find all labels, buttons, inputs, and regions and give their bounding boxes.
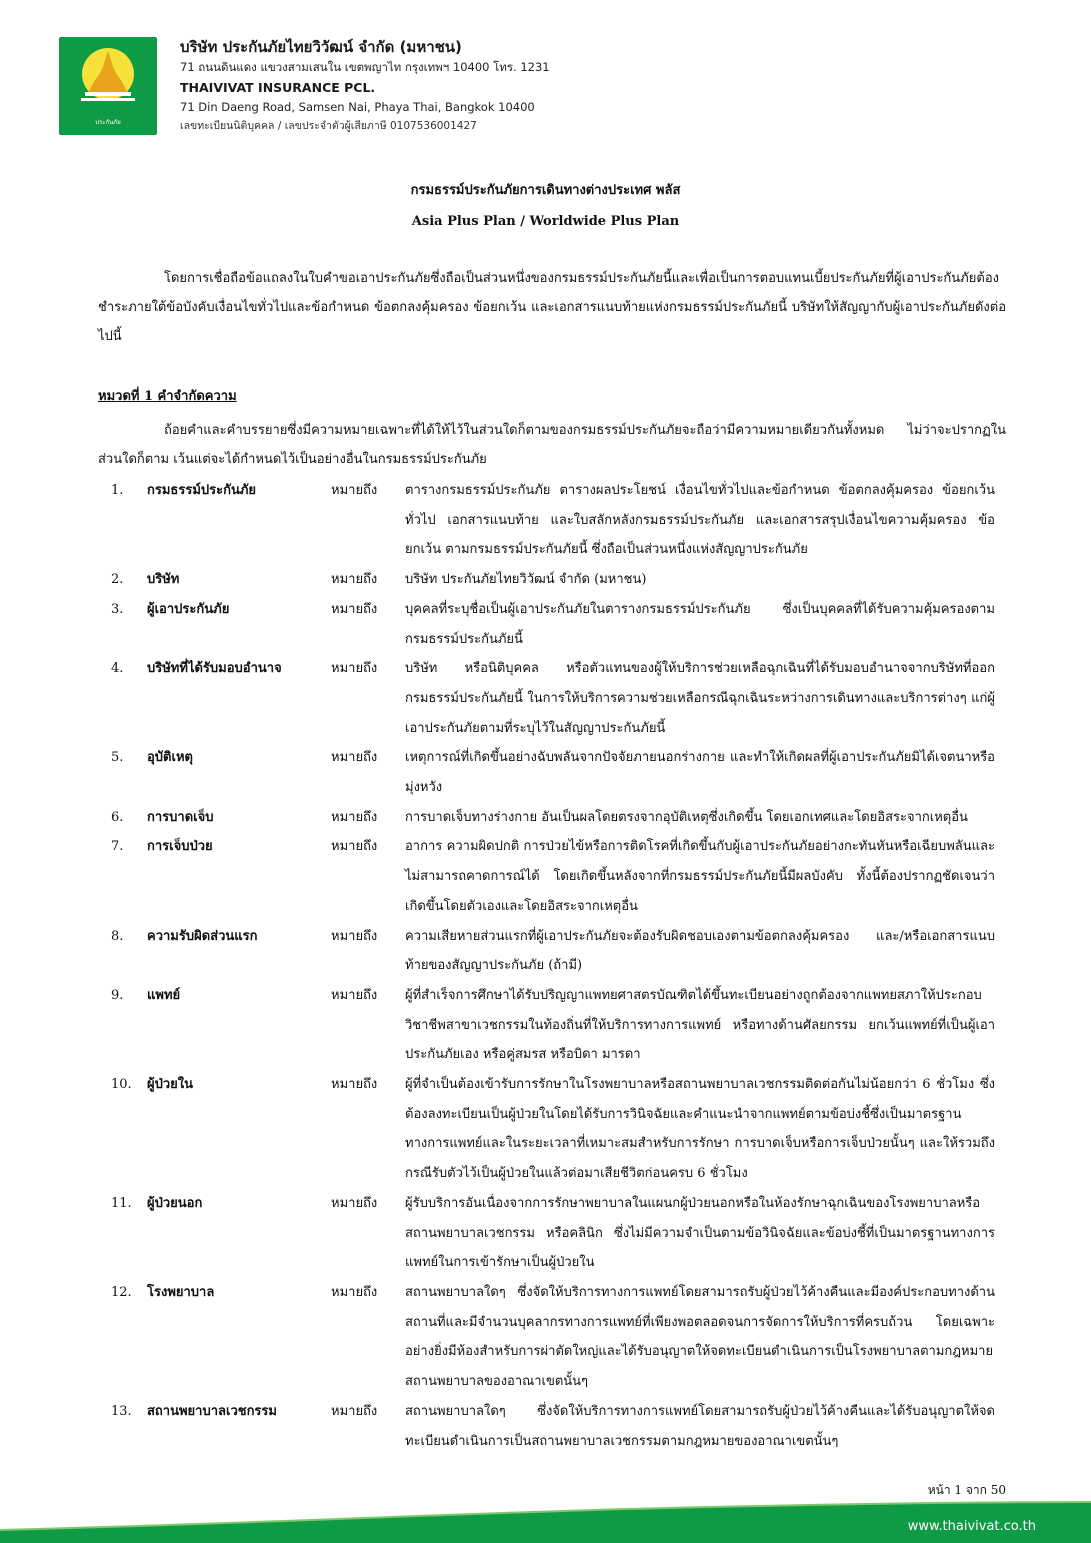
means-label: หมายถึง xyxy=(331,601,378,617)
definition-item xyxy=(0,981,1091,1070)
definition-number: 6. xyxy=(111,809,124,825)
definition-desc: ตารางกรมธรรม์ประกันภัย ตารางผลประโยชน์ เงื่อนไขทั่วไปและข้อกำหนด ข้อตกลงคุ้มครอง ข้อยกเว้นทั่วไป เอกสารแนบท้าย และใบสลักหลังกรมธรรม์ประกันภัย และเอกสารสรุปเงื่อนไขความคุ้มครอง ข้อยกเว้น ตามกรมธรรม์ประกันภัยนี้ ซึ่งถือเป็นส่วนหนึ่งแห่งสัญญาประกันภัย xyxy=(405,483,995,558)
company-name-en: THAIVIVAT INSURANCE PCL. xyxy=(180,80,376,95)
definition-term: แพทย์ xyxy=(147,987,181,1003)
definition-desc: ผู้รับบริการอันเนื่องจากการรักษาพยาบาลในแผนกผู้ป่วยนอกหรือในห้องรักษาฉุกเฉินของโรงพยาบาลหรือสถานพยาบาลเวชกรรม หรือคลินิก ซึ่งไม่มีความจำเป็นตามข้อวินิจฉัยและข้อบ่งชี้ที่เป็นมาตรฐานทางการแพทย์ในการเข้ารักษาเป็นผู้ป่วยใน xyxy=(405,1195,995,1271)
definition-number: 12. xyxy=(111,1284,132,1300)
definition-term: กรมธรรม์ประกันภัย xyxy=(147,483,257,498)
company-info xyxy=(180,36,700,136)
address-th: 71 ถนนดินแดง แขวงสามเสนใน เขตพญาไท กรุงเทพฯ 10400 โทร. 1231 xyxy=(180,60,550,74)
definitions-list xyxy=(0,476,1091,1456)
definition-item xyxy=(0,565,1091,595)
means-label: หมายถึง xyxy=(331,1195,378,1211)
means-label: หมายถึง xyxy=(331,1284,378,1300)
definition-item xyxy=(0,922,1091,981)
definition-term: บริษัท xyxy=(147,572,180,588)
definition-desc: เหตุการณ์ที่เกิดขึ้นอย่างฉับพลันจากปัจจัยภายนอกร่างกาย และทำให้เกิดผลที่ผู้เอาประกันภัยมิได้เจตนาหรือมุ่งหวัง xyxy=(405,750,995,796)
definition-term: การบาดเจ็บ xyxy=(147,809,214,825)
definition-term: ผู้ป่วยนอก xyxy=(147,1195,203,1211)
definition-desc: บริษัท หรือนิติบุคคล หรือตัวแทนของผู้ให้บริการช่วยเหลือฉุกเฉินที่ได้รับมอบอำนาจจากบริษัทที่ออกกรมธรรม์ประกันภัยนี้ ในการให้บริการความช่วยเหลือกรณีฉุกเฉินระหว่างการเดินทางและบริการต่างๆ แก่ผู้เอาประกันภัยตามที่ระบุไว้ในสัญญาประกันภัยนี้ xyxy=(405,661,995,736)
definition-number: 2. xyxy=(111,572,124,588)
definition-number: 11. xyxy=(111,1195,132,1211)
definition-item xyxy=(0,1189,1091,1278)
definition-item xyxy=(0,1070,1091,1189)
definition-item xyxy=(0,595,1091,654)
definition-desc: บุคคลที่ระบุชื่อเป็นผู้เอาประกันภัยในตารางกรมธรรม์ประกันภัย ซึ่งเป็นบุคคลที่ได้รับความคุ้มครองตามกรมธรรม์ประกันภัยนี้ xyxy=(405,601,995,647)
definition-number: 13. xyxy=(111,1403,132,1419)
company-name-th: บริษัท ประกันภัยไทยวิวัฒน์ จำกัด (มหาชน) xyxy=(180,38,462,56)
definition-item xyxy=(0,1397,1091,1456)
means-label: หมายถึง xyxy=(331,928,378,944)
definition-term: ผู้ป่วยใน xyxy=(147,1077,194,1093)
registration-number: เลขทะเบียนนิติบุคคล / เลขประจำตัวผู้เสียภาษี 0107536001427 xyxy=(180,120,477,132)
definition-desc: อาการ ความผิดปกติ การป่วยไข้หรือการติดโรคที่เกิดขึ้นกับผู้เอาประกันภัยอย่างกะทันหันหรือเฉียบพลันและไม่สามารถคาดการณ์ได้ โดยเกิดขึ้นหลังจากที่กรมธรรม์ประกันภัยนี้มีผลบังคับ ทั้งนี้ต้องปรากฏชัดเจนว่าเกิดขึ้นโดยตัวเองและโดยอิสระจากเหตุอื่น xyxy=(405,839,995,914)
company-logo xyxy=(59,37,157,160)
means-label: หมายถึง xyxy=(331,1403,378,1419)
definition-term: บริษัทที่ได้รับมอบอำนาจ xyxy=(147,661,282,677)
means-label: หมายถึง xyxy=(331,1077,378,1093)
definition-term: โรงพยาบาล xyxy=(147,1284,215,1300)
means-label: หมายถึง xyxy=(331,483,378,498)
means-label: หมายถึง xyxy=(331,987,378,1003)
definition-term: สถานพยาบาลเวชกรรม xyxy=(147,1403,277,1419)
chapter-title: หมวดที่ 1 คำจำกัดความ xyxy=(98,389,237,404)
definition-term: ผู้เอาประกันภัย xyxy=(147,601,230,617)
means-label: หมายถึง xyxy=(331,572,378,588)
definition-desc: ผู้ที่จำเป็นต้องเข้ารับการรักษาในโรงพยาบาลหรือสถานพยาบาลเวชกรรมติดต่อกันไม่น้อยกว่า 6 ชั่วโมง ซึ่งต้องลงทะเบียนเป็นผู้ป่วยในโดยได้รับการวินิจฉัยและคำแนะนำจากแพทย์ตามข้อบ่งชี้ซึ่งเป็นมาตรฐานทางการแพทย์และในระยะเวลาที่เหมาะสมสำหรับการรักษา การบาดเจ็บหรือการเจ็บป่วยนั้นๆ และให้รวมถึงกรณีรับตัวไว้เป็นผู้ป่วยในแล้วต่อมาเสียชีวิตก่อนครบ 6 ชั่วโมง xyxy=(405,1077,995,1182)
definition-number: 7. xyxy=(111,839,124,855)
definition-term: ความรับผิดส่วนแรก xyxy=(147,928,258,944)
logo-name: ไทยวิวัฒน์ xyxy=(70,140,146,160)
definition-item xyxy=(0,803,1091,833)
definition-number: 4. xyxy=(111,661,124,677)
definition-number: 5. xyxy=(111,750,124,766)
definition-desc: บริษัท ประกันภัยไทยวิวัฒน์ จำกัด (มหาชน) xyxy=(405,572,647,588)
definition-item xyxy=(0,1278,1091,1397)
definition-term: อุบัติเหตุ xyxy=(147,750,193,766)
logo-small-text: ประกันภัย xyxy=(95,119,121,126)
definition-item xyxy=(0,476,1091,565)
definition-number: 1. xyxy=(111,483,124,498)
chapter-description: ถ้อยคำและคำบรรยายซึ่งมีความหมายเฉพาะที่ได้ให้ไว้ในส่วนใดก็ตามของกรมธรรม์ประกันภัยจะถือว่ามีความหมายเดียวกันทั้งหมด ไม่ว่าจะปรากฏในส่วนใดก็ตาม เว้นแต่จะได้กำหนดไว้เป็นอย่างอื่นในกรมธรรม์ประกันภัย xyxy=(98,423,1006,467)
address-en: 71 Din Daeng Road, Samsen Nai, Phaya Thai, Bangkok 10400 xyxy=(180,100,535,114)
definition-item xyxy=(0,654,1091,743)
definition-desc: การบาดเจ็บทางร่างกาย อันเป็นผลโดยตรงจากอุบัติเหตุซึ่งเกิดขึ้น โดยเอกเทศและโดยอิสระจากเหตุอื่น xyxy=(405,809,968,825)
definition-number: 9. xyxy=(111,987,124,1003)
definition-number: 3. xyxy=(111,601,124,617)
means-label: หมายถึง xyxy=(331,750,378,766)
definition-number: 10. xyxy=(111,1077,132,1093)
page-number: หน้า 1 จาก 50 xyxy=(927,1483,1006,1497)
definition-term: การเจ็บป่วย xyxy=(147,839,213,855)
means-label: หมายถึง xyxy=(331,661,378,677)
definition-desc: สถานพยาบาลใดๆ ซึ่งจัดให้บริการทางการแพทย์โดยสามารถรับผู้ป่วยไว้ค้างคืนและได้รับอนุญาตให้จดทะเบียนดำเนินการเป็นสถานพยาบาลเวชกรรมตามกฎหมายของอาณาเขตนั้นๆ xyxy=(405,1403,995,1449)
document-title-en: Asia Plus Plan / Worldwide Plus Plan xyxy=(411,214,680,229)
definition-item xyxy=(0,832,1091,921)
intro-paragraph: โดยการเชื่อถือข้อแถลงในใบคำขอเอาประกันภัยซึ่งถือเป็นส่วนหนึ่งของกรมธรรม์ประกันภัยนี้และเพื่อเป็นการตอบแทนเบี้ยประกันภัยที่ผู้เอาประกันภัยต้องชำระภายใต้ข้อบังคับเงื่อนไขทั่วไปและข้อกำหนด ข้อตกลงคุ้มครอง ข้อยกเว้น และเอกสารแนบท้ายแห่งกรมธรรม์ประกันภัยนี้ บริษัทให้สัญญากับผู้เอาประกันภัยดังต่อไปนี้ xyxy=(98,271,1006,344)
definition-desc: ผู้ที่สำเร็จการศึกษาได้รับปริญญาแพทยศาสตรบัณฑิตได้ขึ้นทะเบียนอย่างถูกต้องจากแพทยสภาให้ประกอบวิชาชีพสาขาเวชกรรมในท้องถิ่นที่ให้บริการทางการแพทย์ หรือทางด้านศัลยกรรม ยกเว้นแพทย์ที่เป็นผู้เอาประกันภัยเอง หรือคู่สมรส หรือบิดา มารดา xyxy=(405,987,995,1063)
definition-item xyxy=(0,743,1091,802)
means-label: หมายถึง xyxy=(331,809,378,825)
definition-desc: ความเสียหายส่วนแรกที่ผู้เอาประกันภัยจะต้องรับผิดชอบเองตามข้อตกลงคุ้มครอง และ/หรือเอกสารแนบท้ายของสัญญาประกันภัย (ถ้ามี) xyxy=(405,928,995,974)
definition-desc: สถานพยาบาลใดๆ ซึ่งจัดให้บริการทางการแพทย์โดยสามารถรับผู้ป่วยไว้ค้างคืนและมีองค์ประกอบทางด้านสถานที่และมีจำนวนบุคลากรทางการแพทย์ที่เพียงพอตลอดจนการจัดการให้บริการที่ครบถ้วน โดยเฉพาะอย่างยิ่งมีห้องสำหรับการผ่าตัดใหญ่และได้รับอนุญาตให้จดทะเบียนดำเนินการเป็นโรงพยาบาลตามกฎหมายสถานพยาบาลของอาณาเขตนั้นๆ xyxy=(405,1284,995,1390)
definition-number: 8. xyxy=(111,928,124,944)
means-label: หมายถึง xyxy=(331,839,378,855)
website-link[interactable]: www.thaivivat.co.th xyxy=(907,1519,1036,1534)
document-title-th: กรมธรรม์ประกันภัยการเดินทางต่างประเทศ พลัส xyxy=(410,183,681,198)
